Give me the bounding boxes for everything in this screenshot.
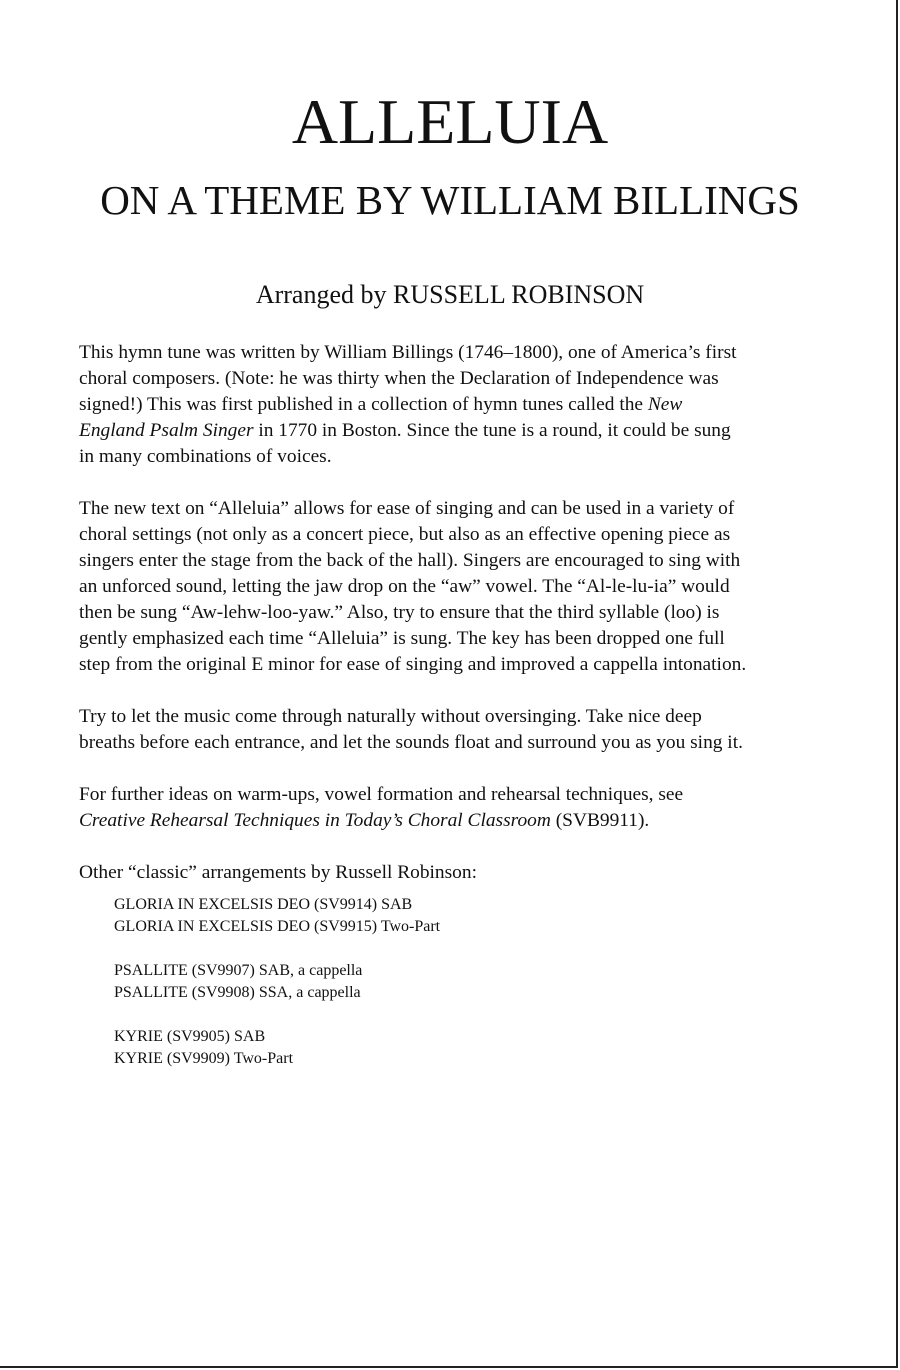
paragraph-further-ideas [79, 782, 839, 834]
other-arrangements-heading: Other “classic” arrangements by Russell Robinson: [79, 862, 477, 883]
text-line: This hymn tune was written by William Billings (1746–1800), one of America’s first [79, 342, 737, 363]
page-title: ALLELUIA [291, 86, 609, 157]
list-item: GLORIA IN EXCELSIS DEO (SV9915) Two-Part [114, 918, 441, 935]
book-title: New [647, 394, 683, 415]
text-segment: (SVB9911). [550, 810, 650, 831]
text-segment: in 1770 in Boston. Since the tune is a round, it could be sung [253, 420, 731, 441]
paragraph-advice [79, 704, 839, 756]
body-text [79, 340, 839, 886]
text-line: singers enter the stage from the back of the hall). Singers are encouraged to sing with [79, 550, 741, 571]
list-item: PSALLITE (SV9908) SSA, a cappella [114, 984, 361, 1001]
text-line: gently emphasized each time “Alleluia” is sung. The key has been dropped one full [79, 628, 725, 649]
book-title: England Psalm Singer [79, 420, 254, 441]
list-item: KYRIE (SV9909) Two-Part [114, 1050, 294, 1067]
text-line [79, 392, 839, 418]
book-title: Creative Rehearsal Techniques in Today’s Choral Classroom [79, 810, 551, 831]
paragraph-history [79, 340, 839, 470]
text-line: breaths before each entrance, and let the sounds float and surround you as you sing it. [79, 732, 743, 753]
list-item: KYRIE (SV9905) SAB [114, 1028, 266, 1045]
arranger-credit: Arranged by RUSSELL ROBINSON [255, 280, 645, 309]
text-line: Try to let the music come through naturally without oversinging. Take nice deep [79, 706, 702, 727]
list-item: GLORIA IN EXCELSIS DEO (SV9914) SAB [114, 896, 413, 913]
page-subtitle: ON A THEME BY WILLIAM BILLINGS [100, 177, 800, 223]
text-line [79, 808, 839, 834]
text-line: The new text on “Alleluia” allows for ease of singing and can be used in a variety of [79, 498, 735, 519]
text-line: For further ideas on warm-ups, vowel formation and rehearsal techniques, see [79, 784, 684, 805]
text-line: step from the original E minor for ease of singing and improved a cappella intonation. [79, 654, 747, 675]
text-line [79, 418, 839, 444]
text-line: choral composers. (Note: he was thirty when the Declaration of Independence was [79, 368, 719, 389]
text-line: in many combinations of voices. [79, 446, 332, 467]
text-line: then be sung “Aw-lehw-loo-yaw.” Also, try to ensure that the third syllable (loo) is [79, 602, 720, 623]
list-item: PSALLITE (SV9907) SAB, a cappella [114, 962, 363, 979]
text-line: an unforced sound, letting the jaw drop on the “aw” vowel. The “Al-le-lu-ia” would [79, 576, 730, 597]
text-segment: signed!) This was first published in a collection of hymn tunes called the [79, 394, 648, 415]
text-line: choral settings (not only as a concert piece, but also as an effective opening piece as [79, 524, 731, 545]
arrangements-list [114, 894, 440, 1070]
paragraph-performance [79, 496, 839, 678]
